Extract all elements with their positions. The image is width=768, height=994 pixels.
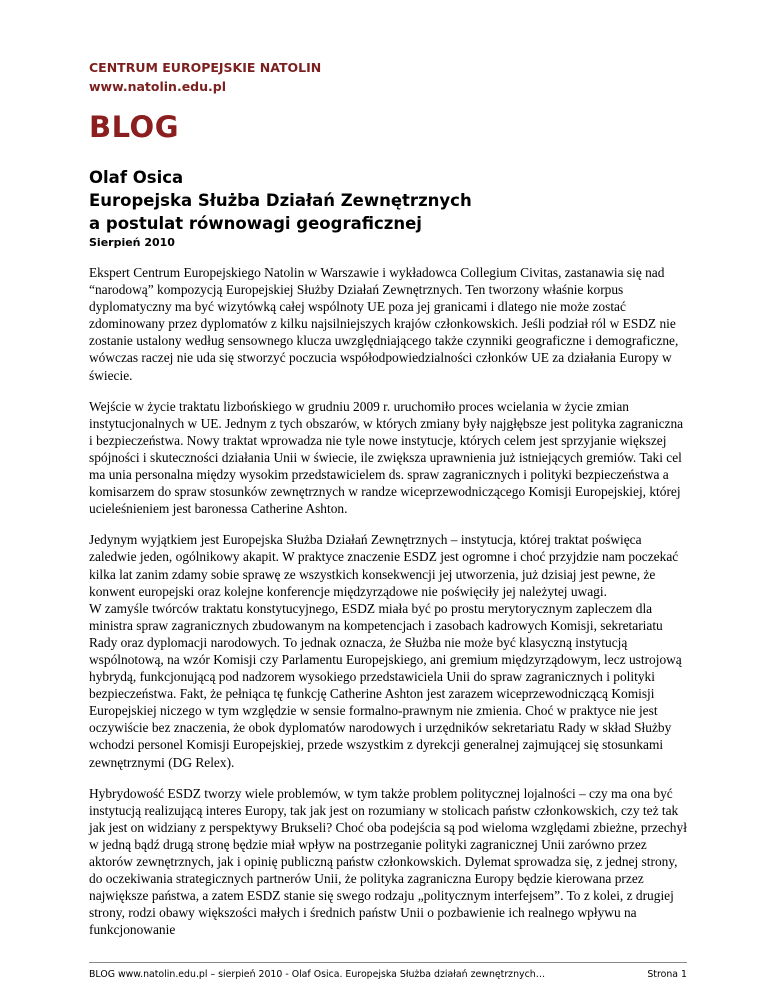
blog-label: BLOG <box>89 110 180 144</box>
article-title-line-1: Europejska Służba Działań Zewnętrznych <box>89 191 472 210</box>
paragraph-hybrid-nature: Hybrydowość ESDZ tworzy wiele problemów, w tym także problem politycznej lojalności – czy ma ona być instytucją realizującą interes Europy, tak jak jest on rozumiany w stolicach państw członkowskich, czy też tak jak jest on widziany z perspektywy Brukseli? Choć oba podejścia są pod wieloma względami zbieżne, przechył w jedną bądź drugą stronę będzie miał wpływ na postrzeganie polityki zagranicznej Unii zarówno przez aktorów zewnętrznych, jak i opinię publiczną państw członkowskich. Dylemat sprowadza się, z jednej strony, do oczekiwania strategicznych partnerów Unii, że polityka zagraniczna Europy będzie kierowana przez największe państwa, a zatem ESDZ stanie się swego rodzaju „politycznym interfejsem”. To z kolei, z drugiej strony, rodzi obawy większości małych i średnich państw Unii o pozbawienie ich realnego wpływu na funkcjonowanie <box>89 785 687 938</box>
organization-name: CENTRUM EUROPEJSKIE NATOLIN <box>89 60 322 75</box>
article-title-line-2: a postulat równowagi geograficznej <box>89 214 422 233</box>
article-title-block <box>89 166 472 235</box>
paragraph-constitutional-treaty: W zamyśle twórców traktatu konstytucyjnego, ESDZ miała być po prostu merytorycznym zapleczem dla ministra spraw zagranicznych zbudowanym na kompetencjach i zasobach kadrowych Komisji, sekretariatu Rady oraz dyplomacji narodowych. To jednak oznacza, że Służba nie może być klasyczną instytucją wspólnotową, na wzór Komisji czy Parlamentu Europejskiego, ani gremium międzyrządowym, lecz ustrojową hybrydą, funkcjonującą pod nadzorem wysokiego przedstawiciela Unii do spraw zagranicznych i polityki bezpieczeństwa. Fakt, że pełniąca tę funkcję Catherine Ashton jest zarazem wiceprzewodniczącą Komisji Europejskiej niczego w tym względzie w sensie formalno-prawnym nie zmienia. Choć w praktyce nie jest oczywiście bez znaczenia, że obok dyplomatów narodowych i urzędników sekretariatu Rady w skład Służby wchodzi personel Komisji Europejskiej, przede wszystkim z dyrekcji generalnej zajmującej się stosunkami zewnętrznymi (DG Relex). <box>89 600 682 770</box>
article-body <box>89 264 687 952</box>
paragraph-exception: Jedynym wyjątkiem jest Europejska Służba Działań Zewnętrznych – instytucja, której traktat poświęca zaledwie jeden, ogólnikowy akapit. W praktyce znaczenie ESDZ jest ogromne i choć przyjdzie nam poczekać kilka lat zanim zdamy sobie sprawę ze wszystkich konsekwencji jej utworzenia, już dzisiaj jest pewne, że konwent europejski oraz kolejne konferencje międzyrządowe nie poświęciły jej należytej uwagi. <box>89 532 679 599</box>
organization-website[interactable]: www.natolin.edu.pl <box>89 79 227 94</box>
paragraph-lead: Ekspert Centrum Europejskiego Natolin w Warszawie i wykładowca Collegium Civitas, zastanawia się nad “narodową” kompozycją Europejskiej Służby Działań Zewnętrznych. Ten tworzony właśnie korpus dyplomatyczny ma być wizytówką całej wspólnoty UE poza jej granicami i dlatego nie może zostać zdominowany przez dyplomatów z kilku najsilniejszych krajów członkowskich. Jeśli podział ról w ESDZ nie zostanie ustalony według sensownego klucza uwzględniającego także czynniki geograficzne i demograficzne, wówczas raczej nie uda się stworzyć poczucia współodpowiedzialności członków UE za działania Europy w świecie. <box>89 265 679 383</box>
paragraph-lisbon-treaty: Wejście w życie traktatu lizbońskiego w grudniu 2009 r. uruchomiło proces wcielania w życie zmian instytucjonalnych w UE. Jednym z tych obszarów, w których zmiany były najgłębsze jest polityka zagraniczna i bezpieczeństwa. Nowy traktat wprowadza nie tyle nowe instytucje, których celem jest sprzyjanie większej spójności i skuteczności działania Unii w świecie, ile zwiększa uprawnienia już istniejących gremiów. Taki cel ma unia personalna między wysokim przedstawicielem ds. spraw zagranicznych i polityki bezpieczeństwa a komisarzem do spraw stosunków zewnętrznych w randze wiceprzewodniczącego Komisji Europejskiej, której ucieleśnieniem jest baronessa Catherine Ashton. <box>89 398 684 517</box>
page-number: Strona 1 <box>647 969 687 980</box>
footer-running-title: BLOG www.natolin.edu.pl – sierpień 2010 - Olaf Osica. Europejska Służba działań zewnętrznych… <box>89 969 546 980</box>
footer-divider <box>89 962 687 963</box>
document-header <box>89 58 321 96</box>
article-date: Sierpień 2010 <box>89 236 175 249</box>
article-author: Olaf Osica <box>89 168 184 187</box>
